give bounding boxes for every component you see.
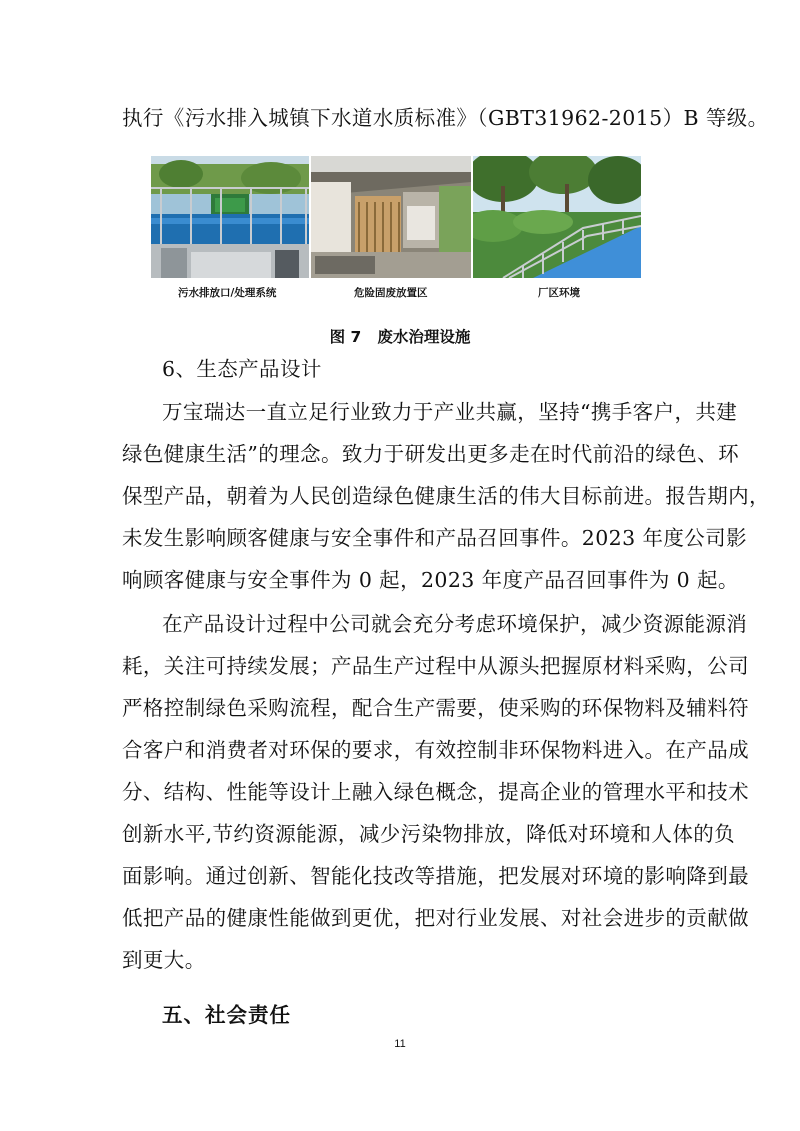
section-5-heading: 五、社会责任 <box>162 1003 291 1027</box>
page-number: 11 <box>394 1038 406 1050</box>
figure-7 <box>151 156 641 278</box>
para1-line: 绿色健康生活”的理念。致力于研发出更多走在时代前沿的绿色、环 <box>122 442 739 466</box>
caption-hazardous-waste-area: 危险固废放置区 <box>354 287 428 299</box>
figure-title-text: 废水治理设施 <box>377 328 471 346</box>
figure-label: 图 7 <box>329 328 362 346</box>
intro-line: 执行《污水排入城镇下水道水质标准》（GBT31962-2015）B 等级。 <box>122 106 769 130</box>
para2-line: 在产品设计过程中公司就会充分考虑环境保护，减少资源能源消 <box>162 612 748 636</box>
para2-line: 到更大。 <box>122 948 206 972</box>
para2-line: 合客户和消费者对环保的要求，有效控制非环保物料进入。在产品成 <box>122 738 749 762</box>
para1-line: 响顾客健康与安全事件为 0 起，2023 年度产品召回事件为 0 起。 <box>122 568 739 592</box>
caption-wastewater-outlet: 污水排放口/处理系统 <box>178 287 277 299</box>
photo-wastewater-outlet <box>151 156 309 278</box>
para2-line: 严格控制绿色采购流程，配合生产需要，使采购的环保物料及辅料符 <box>122 696 749 720</box>
caption-factory-environment: 厂区环境 <box>538 287 580 299</box>
para1-line: 未发生影响顾客健康与安全事件和产品召回事件。2023 年度公司影 <box>122 526 747 550</box>
para2-line: 面影响。通过创新、智能化技改等措施，把发展对环境的影响降到最 <box>122 864 749 888</box>
para2-line: 低把产品的健康性能做到更优，把对行业发展、对社会进步的贡献做 <box>122 906 749 930</box>
figure-title <box>0 325 800 347</box>
para2-line: 分、结构、性能等设计上融入绿色概念，提高企业的管理水平和技术 <box>122 780 749 804</box>
photo-factory-environment <box>473 156 641 278</box>
para2-line: 耗，关注可持续发展；产品生产过程中从源头把握原材料采购，公司 <box>122 654 749 678</box>
para1-line: 保型产品，朝着为人民创造绿色健康生活的伟大目标前进。报告期内， <box>122 484 770 508</box>
para1-line: 万宝瑞达一直立足行业致力于产业共赢，坚持“携手客户，共建 <box>162 400 738 424</box>
photo-hazardous-waste-area <box>311 156 471 278</box>
para2-line: 创新水平,节约资源能源，减少污染物排放，降低对环境和人体的负 <box>122 822 736 846</box>
section-6-heading: 6、生态产品设计 <box>162 357 322 381</box>
